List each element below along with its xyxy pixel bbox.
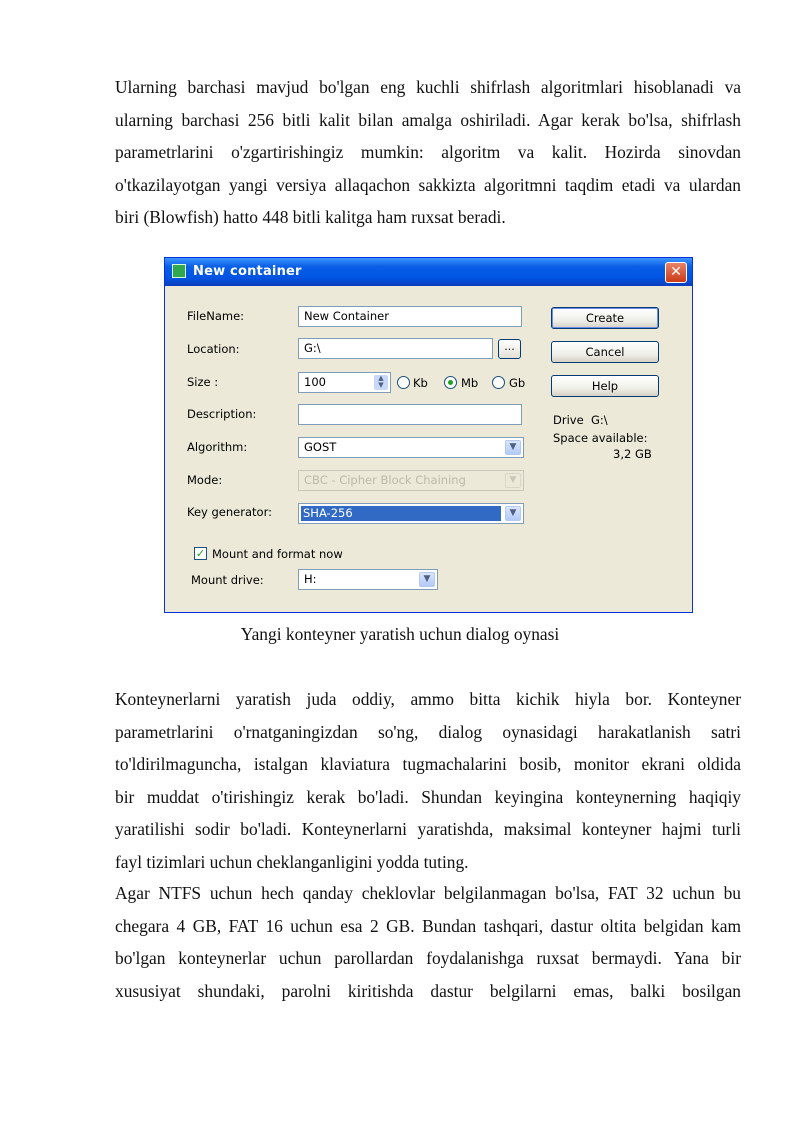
- description-label: Description:: [187, 407, 257, 421]
- text-line: xususiyat shundaki, parolni kiritishda dastur belgilarni emas, balki bosilgan: [115, 980, 741, 1001]
- location-value: G:\: [304, 341, 321, 355]
- text-line: bo'lgan konteynerlar uchun parollardan foydalanishga ruxsat bermaydi. Yana bir: [115, 948, 741, 968]
- text-line: ularning barchasi 256 bitli kalit bilan amalga oshiriladi. Agar kerak bo'lsa, shifrlash: [115, 109, 741, 130]
- text-line: chegara 4 GB, FAT 16 uchun esa 2 GB. Bundan tashqari, dastur oltita belgidan kam: [115, 915, 741, 936]
- browse-button[interactable]: ...: [498, 339, 521, 359]
- key-generator-value: SHA-256: [301, 506, 501, 521]
- chevron-down-icon[interactable]: ▼: [419, 572, 435, 587]
- paragraph-limits: [115, 877, 741, 1007]
- radio-gb[interactable]: [492, 376, 505, 389]
- radio-mb[interactable]: [444, 376, 457, 389]
- algorithm-value: GOST: [304, 440, 337, 454]
- algorithm-label: Algorithm:: [187, 440, 248, 454]
- text-line: parametrlarini o'zgartirishingiz mumkin: algoritm va kalit. Hozirda sinovdan: [115, 142, 741, 162]
- radio-mb-label: Mb: [461, 376, 479, 390]
- new-container-dialog: [164, 257, 693, 613]
- key-generator-select[interactable]: [298, 503, 524, 524]
- dialog-title: New container: [193, 264, 302, 279]
- cancel-button[interactable]: Cancel: [551, 341, 659, 363]
- space-available-label: Space available:: [553, 431, 648, 445]
- radio-kb[interactable]: [397, 376, 410, 389]
- mode-value: CBC - Cipher Block Chaining: [304, 473, 466, 487]
- text-line: yaratilishi sodir bo'ladi. Konteynerlarni yaratishda, maksimal konteyner hajmi turli: [115, 819, 741, 839]
- chevron-down-icon: ▼: [505, 473, 521, 488]
- text-line: biri (Blowfish) hatto 448 bitli kalitga ham ruxsat beradi.: [115, 207, 506, 227]
- chevron-down-icon[interactable]: ▼: [505, 506, 521, 521]
- figure-caption: Yangi konteyner yaratish uchun dialog oynasi: [240, 624, 560, 644]
- algorithm-select[interactable]: [298, 437, 524, 458]
- close-button[interactable]: ✕: [665, 262, 687, 283]
- space-available-value: 3,2 GB: [613, 447, 652, 461]
- help-button[interactable]: Help: [551, 375, 659, 397]
- text-line: fayl tizimlari uchun cheklanganligini yodda tuting.: [115, 851, 469, 872]
- text-line: Konteynerlarni yaratish juda oddiy, ammo bitta kichik hiyla bor. Konteyner: [115, 689, 741, 709]
- size-value: 100: [304, 375, 326, 389]
- chevron-down-icon[interactable]: ▼: [505, 440, 521, 455]
- drive-info: Drive G:\: [553, 413, 608, 427]
- size-stepper[interactable]: [298, 372, 391, 393]
- text-line: to'ldirilmaguncha, istalgan klaviatura tugmachalarini bosib, monitor ekrani oldida: [115, 754, 741, 774]
- spin-arrows-icon[interactable]: ▲ ▼: [374, 375, 388, 390]
- filename-value: New Container: [304, 309, 389, 323]
- mount-drive-value: H:: [304, 572, 317, 586]
- radio-gb-label: Gb: [509, 376, 526, 390]
- filename-input[interactable]: [298, 306, 522, 327]
- mount-checkbox-label: Mount and format now: [212, 547, 343, 561]
- location-input[interactable]: [298, 338, 493, 359]
- text-line: Agar NTFS uchun hech qanday cheklovlar belgilanmagan bo'lsa, FAT 32 uchun bu: [115, 883, 741, 903]
- key-generator-label: Key generator:: [187, 505, 272, 519]
- mount-checkbox[interactable]: ✓: [195, 547, 206, 560]
- description-input[interactable]: [298, 404, 522, 425]
- paragraph-creation: [115, 683, 741, 878]
- text-line: parametrlarini o'rnatganingizdan so'ng, dialog oynasidagi harakatlanish satri: [115, 721, 741, 742]
- filename-label: FileName:: [187, 309, 245, 323]
- mount-drive-select[interactable]: [298, 569, 438, 590]
- radio-kb-label: Kb: [413, 376, 428, 390]
- dialog-titlebar: [165, 258, 692, 286]
- paragraph-intro: [115, 71, 741, 234]
- text-line: o'tkazilayotgan yangi versiya allaqachon sakkizta algoritmni taqdim etadi va ulardan: [115, 174, 741, 195]
- size-label: Size :: [187, 375, 219, 389]
- mount-drive-label: Mount drive:: [191, 573, 264, 587]
- text-line: bir muddat o'tirishingiz kerak bo'ladi. Shundan keyingina konteynerning haqiqiy: [115, 786, 741, 807]
- app-icon: [172, 264, 186, 278]
- mode-label: Mode:: [187, 473, 223, 487]
- location-label: Location:: [187, 342, 240, 356]
- text-line: Ularning barchasi mavjud bo'lgan eng kuchli shifrlash algoritmlari hisoblanadi va: [115, 77, 741, 97]
- mode-select: [298, 470, 524, 491]
- create-button[interactable]: Create: [551, 307, 659, 329]
